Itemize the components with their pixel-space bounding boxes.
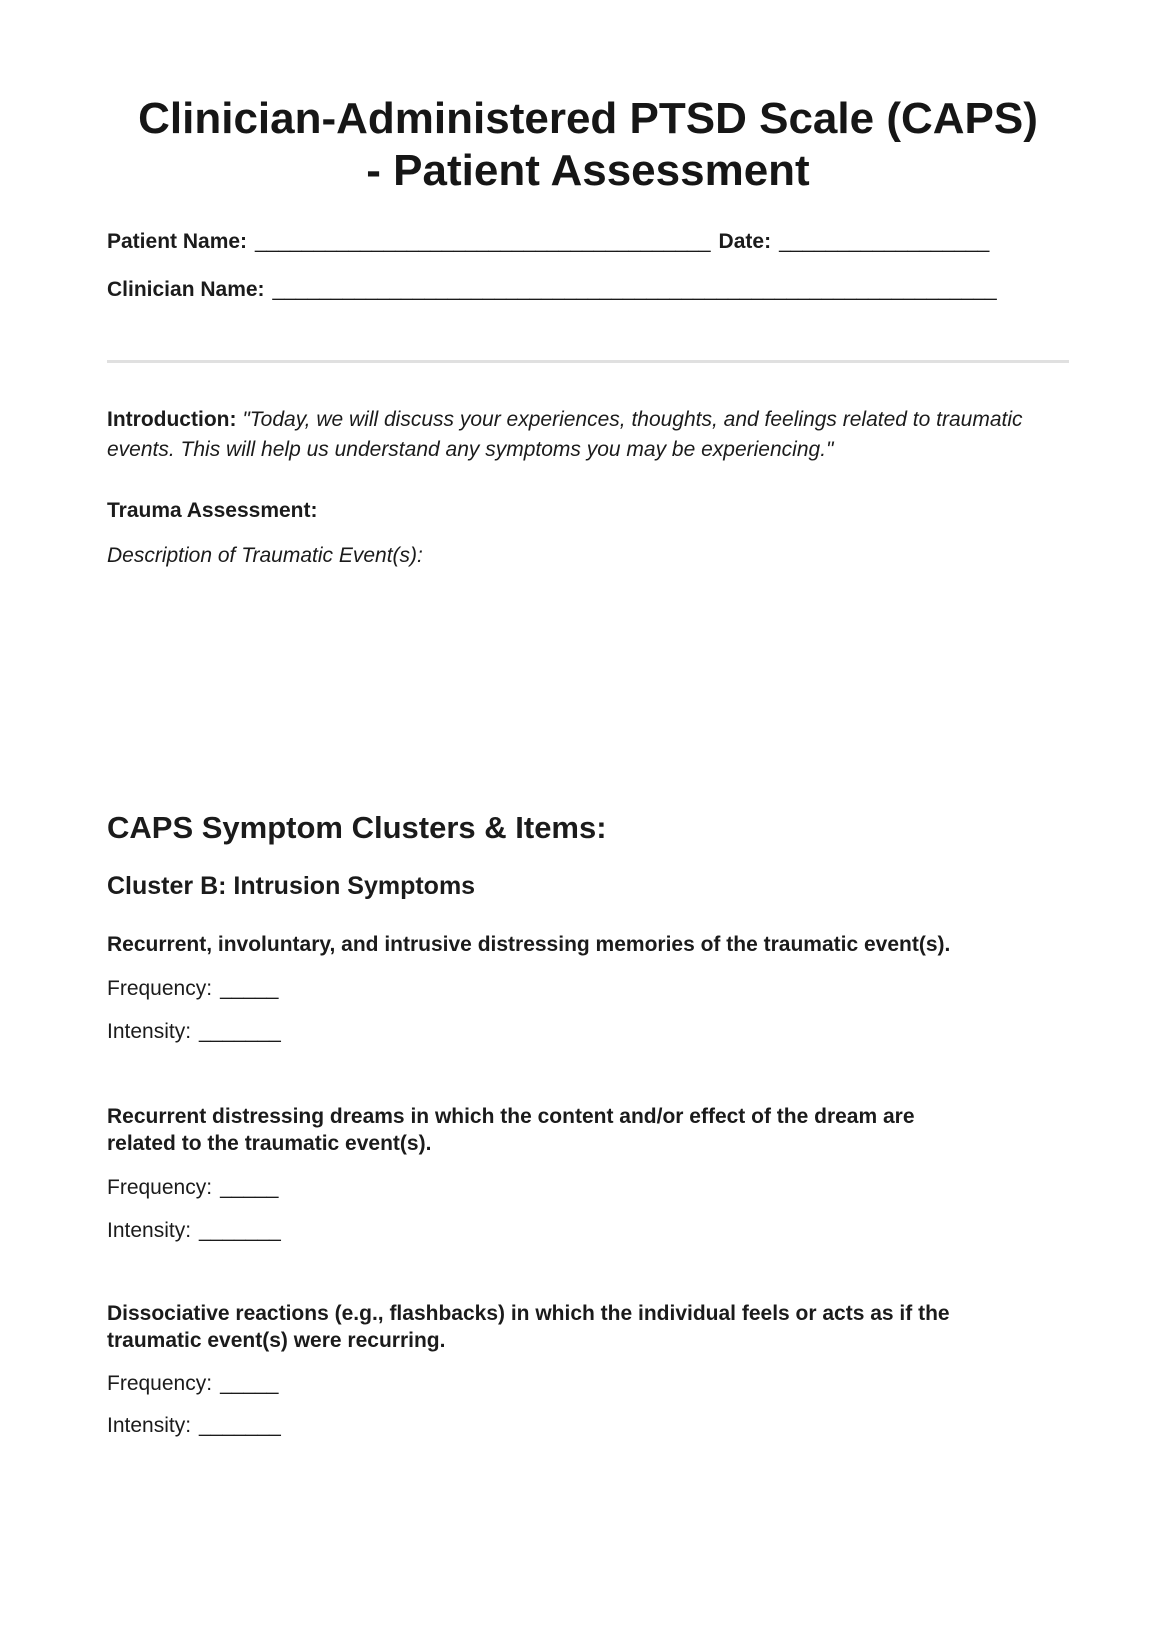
- frequency-blank[interactable]: _____: [220, 977, 279, 1000]
- document-title-line-1: Clinician-Administered PTSD Scale (CAPS): [138, 94, 1038, 143]
- document-title: [107, 93, 1069, 197]
- document-content: [0, 93, 1176, 1439]
- intensity-blank[interactable]: _______: [199, 1020, 281, 1043]
- intensity-row: [107, 1413, 1069, 1439]
- clinician-name-row: [107, 277, 1069, 303]
- patient-name-date-row: [107, 229, 1069, 255]
- trauma-description-label: Description of Traumatic Event(s):: [107, 544, 423, 567]
- patient-name-blank[interactable]: _______________________________________: [255, 230, 711, 253]
- introduction-label: Introduction:: [107, 408, 237, 431]
- symptom-item-dreams: [107, 1103, 1069, 1244]
- intensity-blank[interactable]: _______: [199, 1219, 281, 1242]
- introduction-quote: "Today, we will discuss your experiences, thoughts, and feelings related to traumatic events. This will help us understand any symptoms you may be experiencing.": [107, 408, 1023, 461]
- symptom-item-memories: [107, 931, 1069, 1045]
- date-blank[interactable]: __________________: [779, 230, 990, 253]
- date-label: Date:: [718, 230, 772, 253]
- intensity-row: [107, 1218, 1069, 1244]
- symptom-item-text: Recurrent distressing dreams in which the content and/or effect of the dream are related to the traumatic event(s).: [107, 1105, 915, 1155]
- document-title-line-2: - Patient Assessment: [366, 146, 810, 195]
- clinician-name-blank[interactable]: ______________________________________________________________: [272, 278, 997, 301]
- frequency-label: Frequency:: [107, 1176, 213, 1199]
- frequency-blank[interactable]: _____: [220, 1372, 279, 1395]
- patient-name-label: Patient Name:: [107, 230, 248, 253]
- frequency-row: [107, 1371, 1069, 1397]
- symptom-clusters-heading: CAPS Symptom Clusters & Items:: [107, 810, 607, 845]
- intensity-blank[interactable]: _______: [199, 1414, 281, 1437]
- trauma-assessment-heading: Trauma Assessment:: [107, 499, 318, 522]
- section-divider: [107, 360, 1069, 363]
- intensity-label: Intensity:: [107, 1020, 192, 1043]
- symptom-item-text: Dissociative reactions (e.g., flashbacks) in which the individual feels or acts as if the traumatic event(s) were recurring.: [107, 1302, 950, 1352]
- frequency-row: [107, 976, 1069, 1002]
- frequency-label: Frequency:: [107, 977, 213, 1000]
- frequency-blank[interactable]: _____: [220, 1176, 279, 1199]
- intensity-label: Intensity:: [107, 1219, 192, 1242]
- intensity-label: Intensity:: [107, 1414, 192, 1437]
- symptom-item-text: Recurrent, involuntary, and intrusive distressing memories of the traumatic event(s).: [107, 933, 951, 956]
- frequency-row: [107, 1175, 1069, 1201]
- intensity-row: [107, 1019, 1069, 1045]
- clinician-name-label: Clinician Name:: [107, 278, 265, 301]
- introduction-paragraph: [107, 405, 1055, 465]
- frequency-label: Frequency:: [107, 1372, 213, 1395]
- cluster-b-heading: Cluster B: Intrusion Symptoms: [107, 872, 476, 900]
- symptom-item-flashbacks: [107, 1300, 1069, 1439]
